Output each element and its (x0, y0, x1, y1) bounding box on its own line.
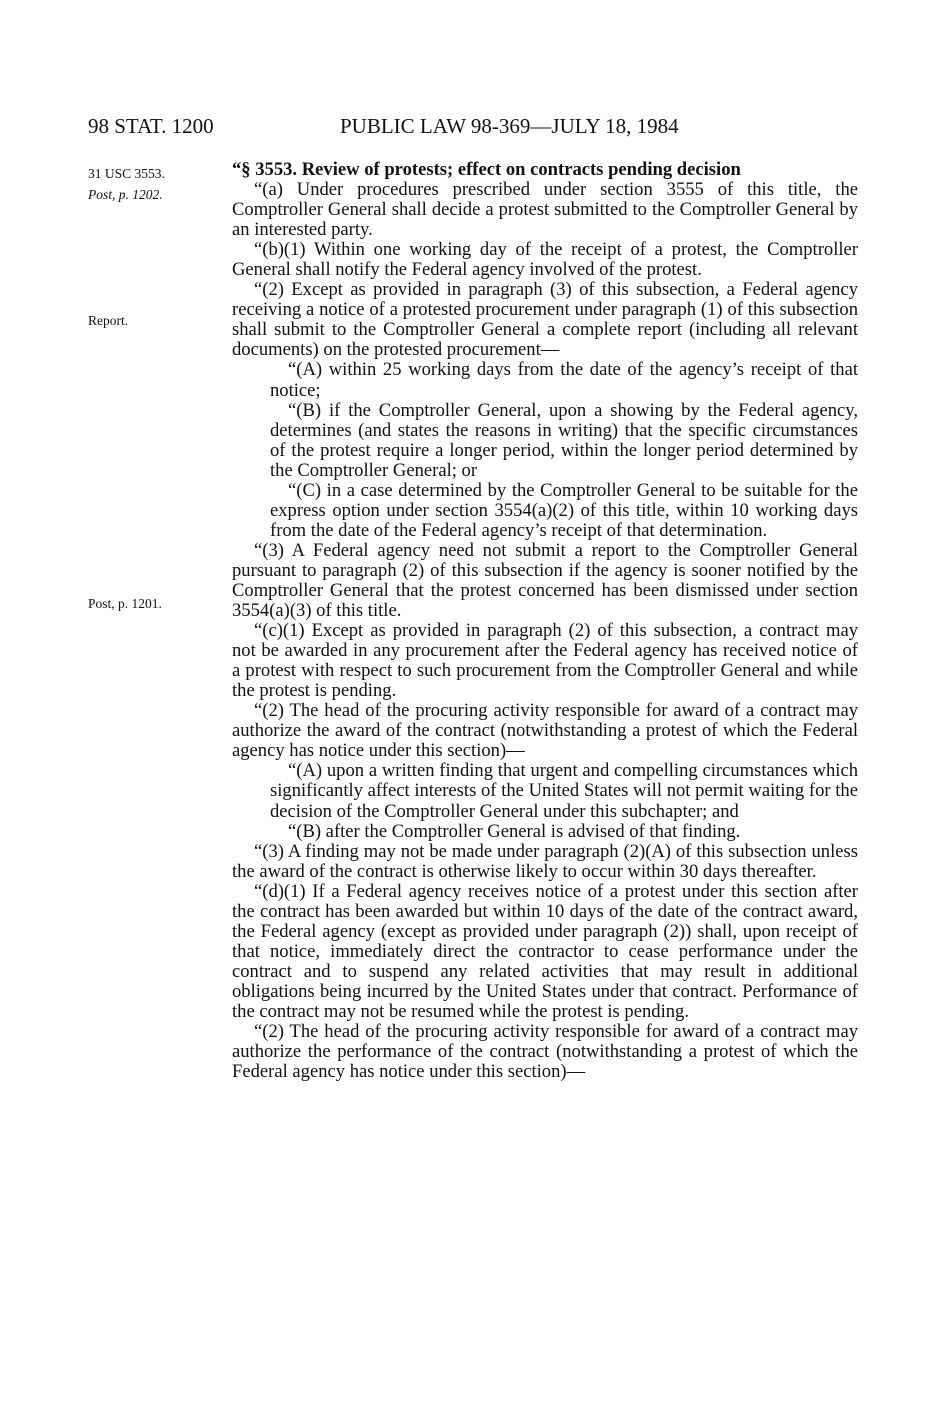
statute-page-number: 98 STAT. 1200 (88, 114, 214, 138)
margin-note-post-1202: Post, p. 1202. (88, 187, 163, 202)
margin-note-usc: 31 USC 3553. (88, 166, 165, 181)
public-law-title: PUBLIC LAW 98-369—JULY 18, 1984 (340, 114, 679, 138)
paragraph-d2: “(2) The head of the procuring activity responsible for award of a contract may authorize the performance of the contract (notwithstanding a protest of which the Federal agency has notice under this section)— (232, 1021, 858, 1083)
paragraph-c3: “(3) A finding may not be made under paragraph (2)(A) of this subsection unless the award of the contract is otherwise likely to occur within 30 days thereafter. (232, 840, 858, 882)
paragraph-b2: “(2) Except as provided in paragraph (3) of this subsection, a Federal agency receiving a notice of a protested procurement under paragraph (1) of this subsection shall submit to the Comptroller General a complete report (including all relevant documents) on the protested procurement— (232, 279, 858, 361)
subsection-a: “(a) Under procedures prescribed under section 3555 of this title, the Comptroller General shall decide a protest submitted to the Comptroller General by an interested party. (232, 179, 858, 241)
subparagraph-b2b: “(B) if the Comptroller General, upon a showing by the Federal agency, determines (and states the reasons in writing) that the specific circumstances of the protest require a longer period, within the longer period determined by the Comptroller General; or (270, 399, 858, 481)
page-header (88, 114, 858, 142)
margin-note-post-1201: Post, p. 1201. (88, 596, 162, 611)
subparagraph-c2b: “(B) after the Comptroller General is advised of that finding. (288, 820, 741, 842)
paragraph-d1: “(d)(1) If a Federal agency receives notice of a protest under this section after the contract has been awarded but within 10 days of the date of the contract award, the Federal agency (except as provided under paragraph (2)) shall, upon receipt of that notice, immediately direct the contractor to cease performance under the contract and to suspend any related activities that may result in additional obligations being incurred by the United States under that contract. Performance of the contract may not be resumed while the protest is pending. (232, 880, 858, 1022)
subparagraph-b2c: “(C) in a case determined by the Comptroller General to be suitable for the express option under section 3554(a)(2) of this title, within 10 working days from the date of the Federal agency’s receipt of that determination. (270, 479, 858, 541)
section-heading: “§ 3553. Review of protests; effect on contracts pending decision (232, 159, 741, 180)
margin-note-report: Report. (88, 313, 129, 328)
paragraph-b3: “(3) A Federal agency need not submit a report to the Comptroller General pursuant to paragraph (2) of this subsection if the agency is sooner notified by the Comptroller General that the protest concerned has been dismissed under section 3554(a)(3) of this title. (232, 539, 858, 622)
paragraph-b1: “(b)(1) Within one working day of the receipt of a protest, the Comptroller General shall notify the Federal agency involved of the protest. (232, 239, 858, 281)
statute-body (232, 160, 858, 1082)
paragraph-c2: “(2) The head of the procuring activity responsible for award of a contract may authorize the award of the contract (notwithstanding a protest of which the Federal agency has notice under this section)— (232, 700, 858, 762)
subparagraph-b2a: “(A) within 25 working days from the date of the agency’s receipt of that notice; (270, 359, 858, 401)
paragraph-c1: “(c)(1) Except as provided in paragraph (2) of this subsection, a contract may not be awarded in any procurement after the Federal agency has received notice of a protest with respect to such procurement from the Comptroller General and while the protest is pending. (232, 620, 858, 702)
subparagraph-c2a: “(A) upon a written finding that urgent and compelling circumstances which significantly affect interests of the United States will not permit waiting for the decision of the Comptroller General under this subchapter; and (270, 760, 858, 822)
